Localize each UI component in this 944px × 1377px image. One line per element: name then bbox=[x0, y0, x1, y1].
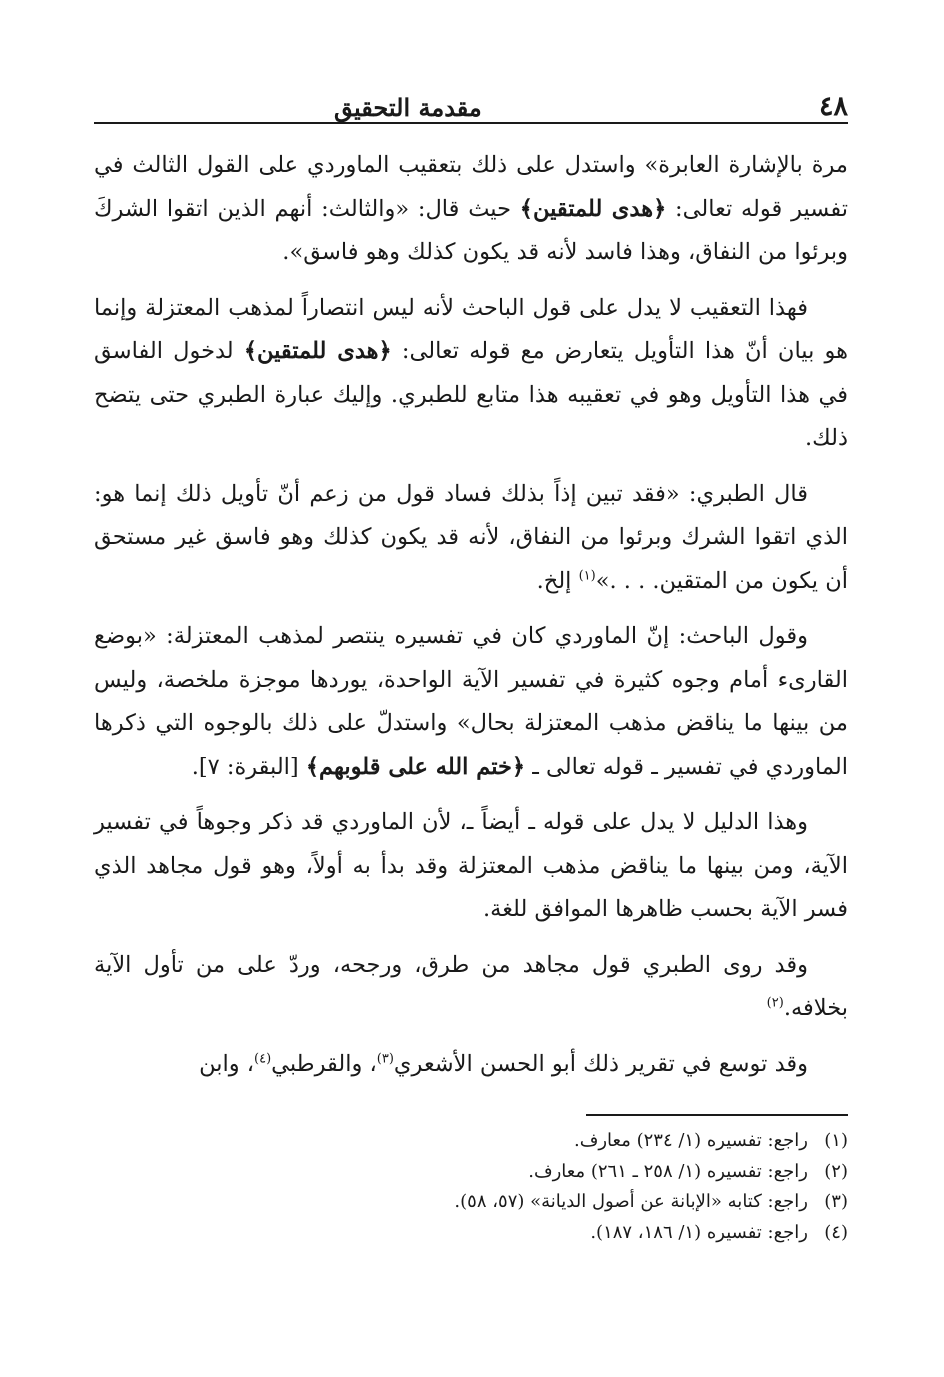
page-header bbox=[94, 78, 848, 124]
paragraph-text: وهذا الدليل لا يدل على قوله ـ أيضاً ـ، لأن الماوردي قد ذكر وجوهاً في تفسير الآية، ومن بينها ما يناقض مذهب المعتزلة وقد بدأ به أولاً، وهو قول مجاهد الذي فسر الآية بحسب ظاهرها الموافق للغة. bbox=[94, 809, 848, 922]
footnotes bbox=[94, 1126, 848, 1248]
paragraph-text: ، والقرطبي bbox=[271, 1050, 377, 1077]
paragraph bbox=[94, 801, 848, 932]
paragraph bbox=[94, 615, 848, 789]
quran-verse: ﴿هدى للمتقين﴾ bbox=[243, 338, 392, 364]
paragraph-text: قال الطبري: «فقد تبين إذاً بذلك فساد قول من زعم أنّ تأويل ذلك إنما هو: الذي اتقوا الشرك وبرئوا من النفاق، لأنه قد يكون كذلك وهو فاسق غير مستحق أن يكون من المتقين. . . .» bbox=[94, 480, 848, 594]
footnote-text: راجع: تفسيره (١/ ١٨٦، ١٨٧). bbox=[590, 1221, 808, 1243]
footnote bbox=[94, 1218, 848, 1249]
footnote bbox=[94, 1126, 848, 1157]
paragraph-text: إلخ. bbox=[536, 567, 579, 594]
paragraph bbox=[94, 144, 848, 275]
footnote-number: (٣) bbox=[824, 1191, 848, 1212]
paragraph-text: مرة بالإشارة العابرة» واستدل على ذلك بتعقيب الماوردي على القول الثالث في تفسير قوله تعالى: bbox=[94, 152, 848, 222]
paragraph-text: وقد توسع في تقرير ذلك أبو الحسن الأشعري bbox=[393, 1050, 808, 1077]
paragraph bbox=[94, 287, 848, 461]
footnote-reference: (٢) bbox=[766, 995, 784, 1011]
paragraph-text: لدخول الفاسق في هذا التأويل وهو في تعقيبه هذا متابع للطبري. وإليك عبارة الطبري حتى يتضح ذلك. bbox=[94, 338, 848, 451]
footnote-number: (٢) bbox=[824, 1160, 848, 1182]
page-number: ٤٨ bbox=[818, 91, 848, 122]
footnote-text: راجع: تفسيره (١/ ٢٣٤) معارف. bbox=[573, 1130, 808, 1151]
main-text bbox=[94, 144, 848, 1086]
footnote-text: راجع: كتابه «الإبانة عن أصول الديانة» (٥٧، ٥٨). bbox=[454, 1191, 808, 1212]
footnote-number: (١) bbox=[824, 1130, 848, 1151]
footnote-reference: (٣) bbox=[376, 1051, 394, 1066]
footnote-reference: (١) bbox=[578, 568, 596, 583]
paragraph-text: وقد روى الطبري قول مجاهد من طرق، ورجحه، وردّ على من تأول الآية بخلافه. bbox=[94, 951, 848, 1021]
footnote bbox=[94, 1157, 848, 1188]
book-page bbox=[94, 78, 848, 1248]
paragraph-text: فهذا التعقيب لا يدل على قول الباحث لأنه ليس انتصاراً لمذهب المعتزلة وإنما هو بيان أنّ هذا التأويل يتعارض مع قوله تعالى: bbox=[94, 294, 849, 364]
paragraph-text: وقول الباحث: إنّ الماوردي كان في تفسيره ينتصر لمذهب المعتزلة: «بوضع القارىء أمام وجوه كثيرة في تفسير الآية الواحدة، يوردها موجزة ملخصة، وليس من بينها ما يناقض مذهب المعتزلة بحال» واستدلّ على ذلك بالوجوه التي ذكرها الماوردي في تفسير ـ قوله تعالى ـ bbox=[94, 623, 848, 780]
paragraph-text: ، وابن bbox=[199, 1050, 254, 1077]
quran-verse: ﴿ختم الله على قلوبهم﴾ bbox=[305, 753, 526, 780]
quran-verse: ﴿هدى للمتقين﴾ bbox=[519, 195, 667, 222]
footnote-separator bbox=[586, 1114, 848, 1116]
paragraph-text: حيث قال: «والثالث: أنهم الذين اتقوا الشركَ وبرئوا من النفاق، وهذا فاسد لأنه قد يكون كذلك وهو فاسق». bbox=[94, 195, 848, 265]
footnote bbox=[94, 1187, 848, 1218]
paragraph bbox=[94, 944, 848, 1031]
paragraph bbox=[94, 473, 848, 604]
footnote-reference: (٤) bbox=[254, 1051, 272, 1066]
footnote-number: (٤) bbox=[824, 1221, 848, 1243]
footnote-text: راجع: تفسيره (١/ ٢٥٨ ـ ٢٦١) معارف. bbox=[528, 1160, 808, 1182]
running-title: مقدمة التحقيق bbox=[334, 93, 482, 122]
paragraph bbox=[94, 1043, 848, 1087]
paragraph-text: [البقرة: ٧]. bbox=[191, 753, 306, 780]
